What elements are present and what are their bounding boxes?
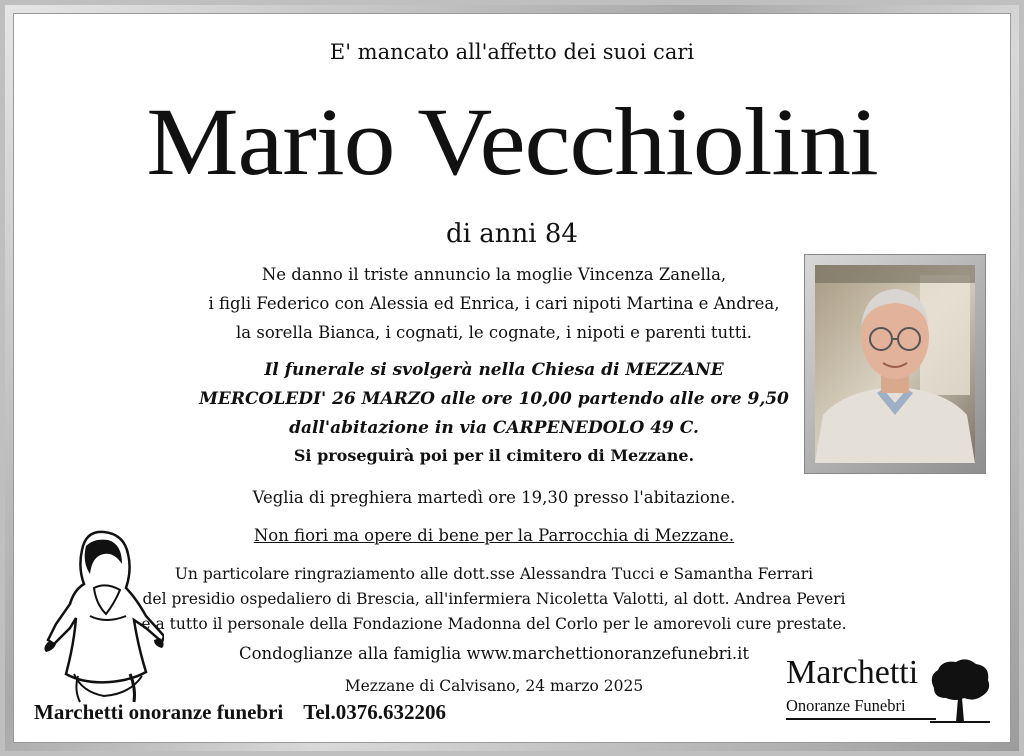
logo-subtitle: Onoranze Funebri [786, 696, 906, 715]
thanks-block [134, 562, 854, 637]
footer-phone: Tel.0376.632206 [303, 700, 446, 724]
thanks-line: del presidio ospedaliero di Brescia, all'infermiera Nicoletta Valotti, al dott. Andrea Peveri [142, 590, 846, 608]
logo-brand: Marchetti [786, 654, 919, 691]
funeral-line: MERCOLEDI' 26 MARZO alle ore 10,00 partendo alle ore 9,50 [199, 389, 789, 409]
funeral-line: dall'abitazione in via CARPENEDOLO 49 C. [289, 418, 699, 438]
notice-header: E' mancato all'affetto dei suoi cari [329, 40, 695, 64]
notice-frame [5, 5, 1019, 751]
notice-paper [13, 13, 1011, 743]
angel-silhouette-icon [34, 524, 164, 704]
vigil-line: Veglia di preghiera martedì ore 19,30 presso l'abitazione. [252, 488, 736, 507]
marchetti-logo [778, 654, 1008, 728]
cemetery-line: Si proseguirà poi per il cimitero di Mezzane. [293, 446, 695, 465]
age-line: di anni 84 [446, 219, 578, 249]
announcement-block [154, 260, 834, 347]
tree-icon [926, 658, 992, 724]
thanks-line: Un particolare ringraziamento alle dott.sse Alessandra Tucci e Samantha Ferrari [174, 565, 814, 583]
place-date-line: Mezzane di Calvisano, 24 marzo 2025 [344, 677, 644, 695]
funeral-line: Il funerale si svolgerà nella Chiesa di MEZZANE [264, 360, 724, 380]
announcement-line: la sorella Bianca, i cognati, le cognate, i nipoti e parenti tutti. [236, 323, 752, 342]
thanks-line: e a tutto il personale della Fondazione Madonna del Corlo per le amorevoli cure prestate. [141, 615, 847, 633]
flowers-line: Non fiori ma opere di bene per la Parrocchia di Mezzane. [253, 526, 735, 545]
announcement-line: Ne danno il triste annuncio la moglie Vincenza Zanella, [261, 265, 727, 284]
announcement-line: i figli Federico con Alessia ed Enrica, i cari nipoti Martina e Andrea, [208, 294, 780, 313]
logo-rule [786, 718, 936, 720]
condolences-line: Condoglianze alla famiglia www.marchettionoranzefunebri.it [238, 644, 749, 663]
portrait-image [815, 265, 975, 463]
deceased-name: Mario Vecchiolini [146, 88, 878, 195]
funeral-block [154, 356, 834, 443]
portrait-photo [804, 254, 986, 474]
footer-company: Marchetti onoranze funebri [34, 700, 284, 724]
